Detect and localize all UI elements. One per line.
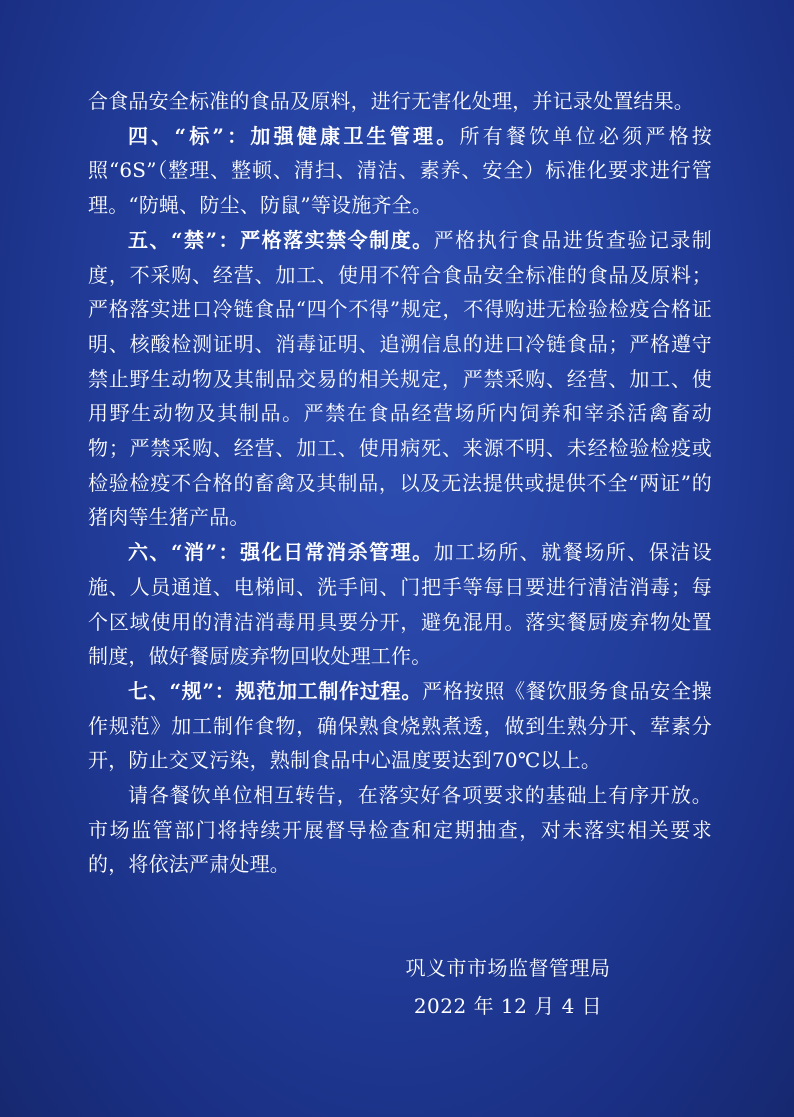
paragraph-item-7 bbox=[88, 674, 712, 778]
paragraph-continuation bbox=[88, 84, 712, 119]
paragraph-heading: 七、“规”：规范加工制作过程。 bbox=[128, 678, 423, 703]
paragraph-text: 严格按照《餐饮服务食品安全操作规范》加工制作食物，确保熟食烧熟煮透，做到生熟分开、荤素分开，防止交叉污染，熟制食品中心温度要达到70℃以上。 bbox=[88, 678, 712, 773]
paragraph-item-4 bbox=[88, 119, 712, 223]
paragraph-text: 合食品安全标准的食品及原料，进行无害化处理，并记录处置结果。 bbox=[88, 89, 694, 113]
paragraph-text: 加工场所、就餐场所、保洁设施、人员通道、电梯间、洗手间、门把手等每日要进行清洁消毒；每个区域使用的清洁消毒用具要分开，避免混用。落实餐厨废弃物处置制度，做好餐厨废弃物回收处理工作。 bbox=[88, 540, 712, 669]
signature-date: 2022 年 12 月 4 日 bbox=[413, 994, 603, 1018]
paragraph-heading: 四、“标”：加强健康卫生管理。 bbox=[128, 123, 460, 148]
paragraph-text: 所有餐饮单位必须严格按照“6S”（整理、整顿、清扫、清洁、素养、安全）标准化要求进行管理。“防蝇、防尘、防鼠”等设施齐全。 bbox=[88, 123, 712, 218]
paragraph-item-5 bbox=[88, 223, 712, 535]
paragraph-item-6 bbox=[88, 535, 712, 674]
paragraph-text: 严格执行食品进货查验记录制度，不采购、经营、加工、使用不符合食品安全标准的食品及原料；严格落实进口冷链食品“四个不得”规定，不得购进无检验检疫合格证明、核酸检测证明、消毒证明、追溯信息的进口冷链食品；严格遵守禁止野生动物及其制品交易的相关规定，严禁采购、经营、加工、使用野生动物及其制品。严禁在食品经营场所内饲养和宰杀活禽畜动物；严禁采购、经营、加工、使用病死、来源不明、未经检验检疫或检验检疫不合格的畜禽及其制品，以及无法提供或提供不全“两证”的猪肉等生猪产品。 bbox=[88, 227, 712, 530]
notice-body bbox=[88, 84, 712, 882]
signature-organization: 巩义市市场监督管理局 bbox=[405, 956, 611, 980]
paragraph-text: 请各餐饮单位相互转告，在落实好各项要求的基础上有序开放。市场监管部门将持续开展督导检查和定期抽查，对未落实相关要求的，将依法严肃处理。 bbox=[88, 783, 712, 877]
paragraph-heading: 六、“消”：强化日常消杀管理。 bbox=[128, 540, 434, 565]
paragraph-closing bbox=[88, 778, 712, 882]
signature-block bbox=[388, 951, 628, 1023]
paragraph-heading: 五、“禁”：严格落实禁令制度。 bbox=[128, 227, 434, 252]
